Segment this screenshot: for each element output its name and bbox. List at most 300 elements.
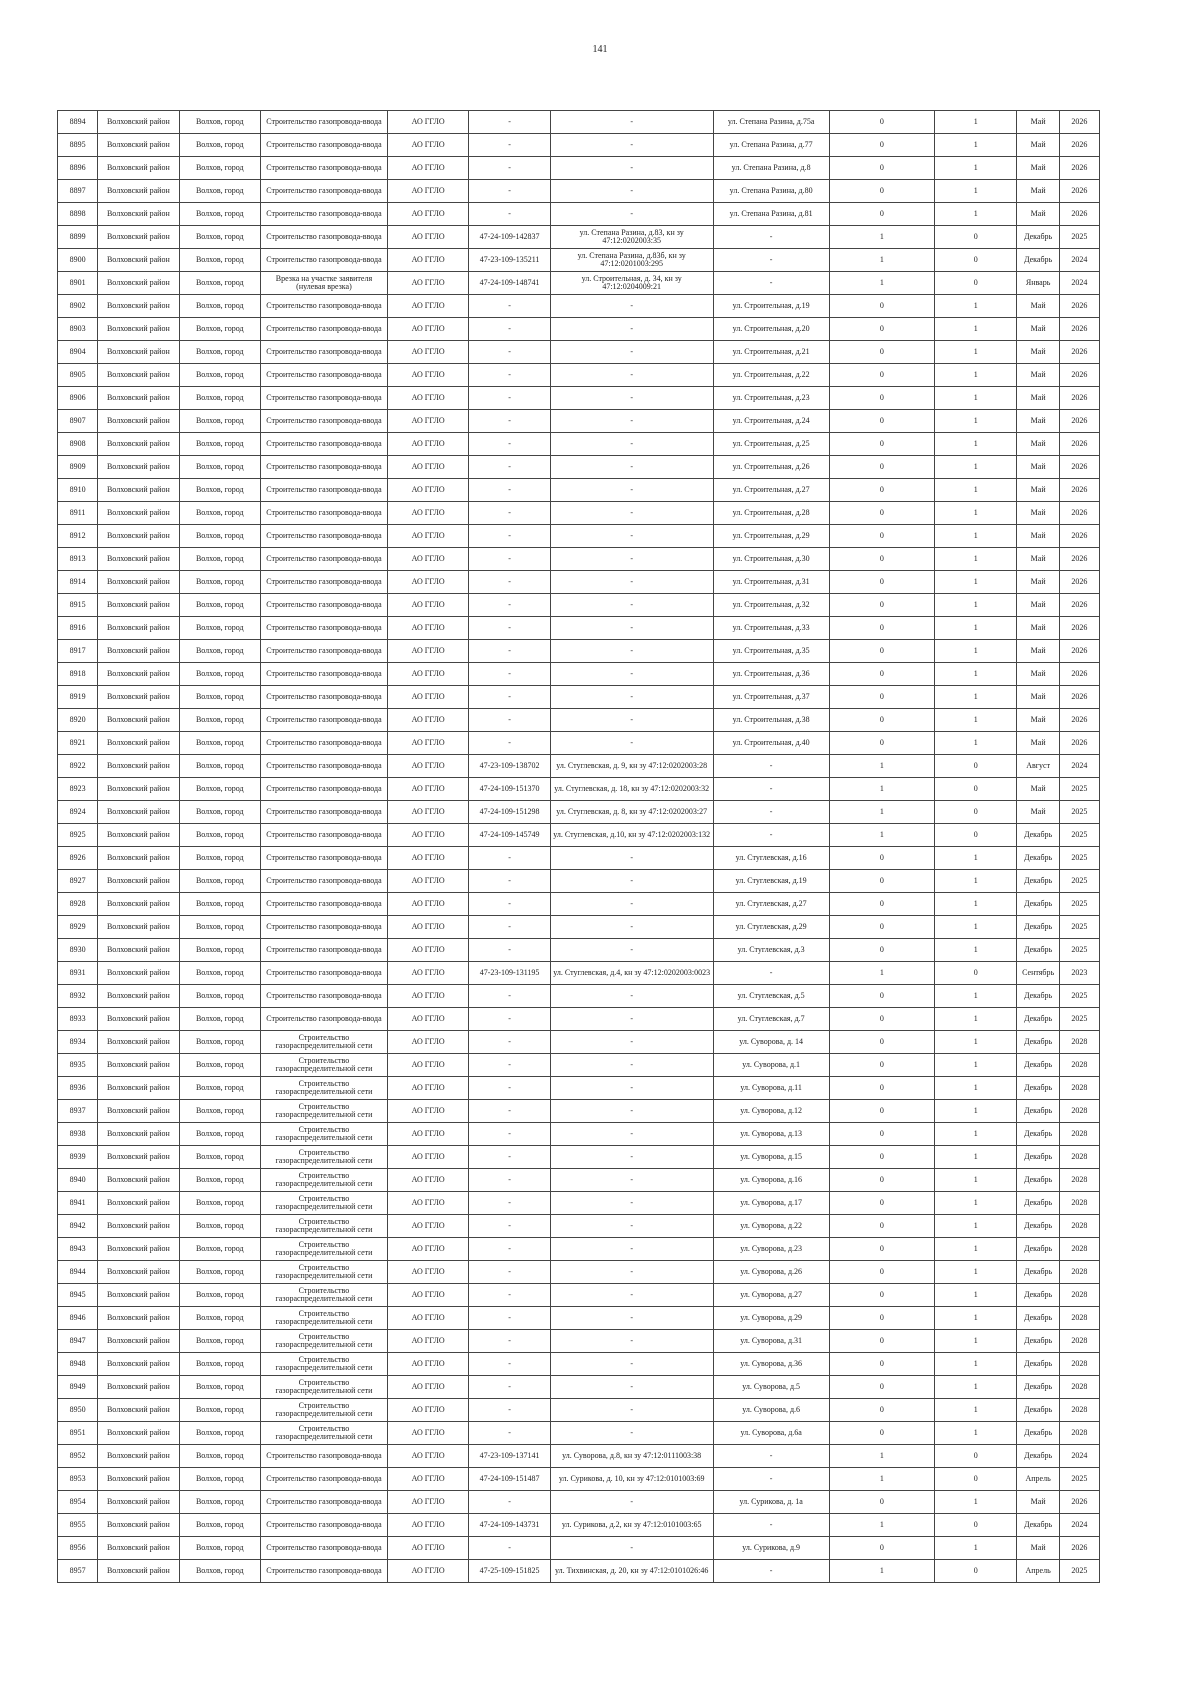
cell-count-a: 0 [829, 1284, 934, 1307]
cell-row-number: 8947 [58, 1330, 98, 1353]
cell-row-number: 8948 [58, 1353, 98, 1376]
cell-application-number: - [469, 387, 550, 410]
cell-application-number: - [469, 1077, 550, 1100]
cell-locality: Волхов, город [179, 1261, 260, 1284]
cell-row-number: 8944 [58, 1261, 98, 1284]
cell-locality: Волхов, город [179, 226, 260, 249]
cell-cadastral-address: - [550, 1537, 713, 1560]
cell-row-number: 8937 [58, 1100, 98, 1123]
cell-application-number: - [469, 1330, 550, 1353]
cell-count-a: 0 [829, 870, 934, 893]
cell-locality: Волхов, город [179, 1146, 260, 1169]
cell-count-b: 0 [934, 249, 1016, 272]
cell-count-b: 1 [934, 1054, 1016, 1077]
cell-locality: Волхов, город [179, 364, 260, 387]
cell-work-type: Строительство газораспределительной сети [260, 1100, 387, 1123]
cell-row-number: 8934 [58, 1031, 98, 1054]
cell-district: Волховский район [98, 249, 179, 272]
cell-count-b: 1 [934, 985, 1016, 1008]
cell-application-number: - [469, 870, 550, 893]
cell-district: Волховский район [98, 1261, 179, 1284]
cell-cadastral-address: - [550, 203, 713, 226]
cell-count-b: 0 [934, 801, 1016, 824]
cell-address: ул. Строительная, д.30 [713, 548, 829, 571]
cell-count-b: 1 [934, 1238, 1016, 1261]
cell-year: 2028 [1059, 1238, 1099, 1261]
cell-district: Волховский район [98, 824, 179, 847]
cell-row-number: 8956 [58, 1537, 98, 1560]
cell-organization: АО ГГЛО [387, 249, 468, 272]
cell-month: Декабрь [1017, 893, 1059, 916]
cell-cadastral-address: - [550, 479, 713, 502]
cell-organization: АО ГГЛО [387, 1284, 468, 1307]
cell-cadastral-address: - [550, 1100, 713, 1123]
cell-row-number: 8906 [58, 387, 98, 410]
cell-district: Волховский район [98, 502, 179, 525]
table-row [58, 548, 1100, 571]
cell-application-number: - [469, 916, 550, 939]
cell-row-number: 8926 [58, 847, 98, 870]
cell-count-a: 1 [829, 962, 934, 985]
cell-month: Май [1017, 134, 1059, 157]
cell-count-a: 1 [829, 226, 934, 249]
cell-year: 2026 [1059, 502, 1099, 525]
cell-row-number: 8922 [58, 755, 98, 778]
cell-cadastral-address: - [550, 939, 713, 962]
cell-district: Волховский район [98, 226, 179, 249]
cell-count-b: 0 [934, 226, 1016, 249]
table-row [58, 663, 1100, 686]
cell-address: - [713, 824, 829, 847]
cell-year: 2025 [1059, 1560, 1099, 1583]
cell-work-type: Строительство газораспределительной сети [260, 1146, 387, 1169]
cell-application-number: - [469, 1008, 550, 1031]
cell-year: 2028 [1059, 1307, 1099, 1330]
cell-month: Август [1017, 755, 1059, 778]
table-row [58, 1215, 1100, 1238]
cell-address: - [713, 962, 829, 985]
cell-row-number: 8927 [58, 870, 98, 893]
cell-row-number: 8940 [58, 1169, 98, 1192]
cell-cadastral-address: - [550, 364, 713, 387]
cell-organization: АО ГГЛО [387, 341, 468, 364]
cell-address: ул. Суворова, д.6 [713, 1399, 829, 1422]
table-row [58, 226, 1100, 249]
cell-address: ул. Стуглевская, д.5 [713, 985, 829, 1008]
cell-year: 2025 [1059, 893, 1099, 916]
cell-cadastral-address: - [550, 709, 713, 732]
cell-application-number: - [469, 1422, 550, 1445]
cell-work-type: Строительство газопровода-ввода [260, 893, 387, 916]
cell-organization: АО ГГЛО [387, 1560, 468, 1583]
cell-locality: Волхов, город [179, 1560, 260, 1583]
cell-work-type: Строительство газораспределительной сети [260, 1031, 387, 1054]
cell-address: ул. Суворова, д.27 [713, 1284, 829, 1307]
cell-address: ул. Суворова, д.12 [713, 1100, 829, 1123]
table-row [58, 364, 1100, 387]
table-row [58, 1031, 1100, 1054]
cell-cadastral-address: - [550, 1215, 713, 1238]
cell-count-b: 1 [934, 870, 1016, 893]
cell-year: 2026 [1059, 1537, 1099, 1560]
cell-organization: АО ГГЛО [387, 1376, 468, 1399]
cell-month: Декабрь [1017, 1284, 1059, 1307]
cell-application-number: 47-23-109-138702 [469, 755, 550, 778]
cell-application-number: - [469, 1261, 550, 1284]
cell-district: Волховский район [98, 939, 179, 962]
cell-application-number: - [469, 594, 550, 617]
cell-count-a: 0 [829, 1123, 934, 1146]
cell-cadastral-address: ул. Стуглевская, д.10, кн зу 47:12:0202003:132 [550, 824, 713, 847]
cell-district: Волховский район [98, 1008, 179, 1031]
table-row [58, 1330, 1100, 1353]
cell-row-number: 8932 [58, 985, 98, 1008]
cell-locality: Волхов, город [179, 479, 260, 502]
cell-address: ул. Суворова, д.13 [713, 1123, 829, 1146]
cell-count-b: 1 [934, 893, 1016, 916]
cell-organization: АО ГГЛО [387, 410, 468, 433]
cell-address: ул. Строительная, д.31 [713, 571, 829, 594]
cell-month: Декабрь [1017, 1307, 1059, 1330]
cell-cadastral-address: ул. Степана Разина, д.83б, кн зу 47:12:0201003:295 [550, 249, 713, 272]
cell-work-type: Строительство газопровода-ввода [260, 548, 387, 571]
cell-organization: АО ГГЛО [387, 709, 468, 732]
cell-year: 2025 [1059, 916, 1099, 939]
cell-organization: АО ГГЛО [387, 364, 468, 387]
cell-district: Волховский район [98, 318, 179, 341]
cell-count-a: 0 [829, 916, 934, 939]
cell-month: Май [1017, 732, 1059, 755]
cell-district: Волховский район [98, 1284, 179, 1307]
cell-cadastral-address: - [550, 893, 713, 916]
cell-count-b: 1 [934, 1077, 1016, 1100]
cell-application-number: - [469, 341, 550, 364]
cell-row-number: 8942 [58, 1215, 98, 1238]
cell-locality: Волхов, город [179, 640, 260, 663]
table-row [58, 1169, 1100, 1192]
cell-locality: Волхов, город [179, 1123, 260, 1146]
cell-cadastral-address: ул. Степана Разина, д.83, кн зу 47:12:0202003:35 [550, 226, 713, 249]
cell-count-a: 0 [829, 663, 934, 686]
cell-cadastral-address: - [550, 525, 713, 548]
cell-count-b: 1 [934, 1146, 1016, 1169]
cell-month: Декабрь [1017, 985, 1059, 1008]
cell-count-a: 0 [829, 985, 934, 1008]
cell-organization: АО ГГЛО [387, 1261, 468, 1284]
cell-district: Волховский район [98, 1192, 179, 1215]
cell-count-b: 1 [934, 617, 1016, 640]
cell-count-b: 1 [934, 180, 1016, 203]
cell-address: ул. Суворова, д. 14 [713, 1031, 829, 1054]
cell-cadastral-address: ул. Стуглевская, д. 8, кн зу 47:12:0202003:27 [550, 801, 713, 824]
cell-count-a: 1 [829, 801, 934, 824]
cell-application-number: - [469, 1031, 550, 1054]
cell-month: Май [1017, 778, 1059, 801]
cell-cadastral-address: - [550, 1376, 713, 1399]
cell-row-number: 8929 [58, 916, 98, 939]
cell-month: Апрель [1017, 1468, 1059, 1491]
cell-address: - [713, 755, 829, 778]
cell-row-number: 8938 [58, 1123, 98, 1146]
cell-row-number: 8945 [58, 1284, 98, 1307]
cell-count-b: 0 [934, 1560, 1016, 1583]
cell-count-b: 1 [934, 640, 1016, 663]
cell-district: Волховский район [98, 1077, 179, 1100]
cell-month: Май [1017, 479, 1059, 502]
cell-year: 2023 [1059, 962, 1099, 985]
table-row [58, 203, 1100, 226]
data-table [57, 110, 1100, 1583]
cell-address: ул. Суворова, д.31 [713, 1330, 829, 1353]
cell-locality: Волхов, город [179, 525, 260, 548]
cell-year: 2028 [1059, 1376, 1099, 1399]
cell-year: 2024 [1059, 1514, 1099, 1537]
cell-year: 2028 [1059, 1422, 1099, 1445]
cell-organization: АО ГГЛО [387, 1031, 468, 1054]
cell-count-b: 1 [934, 341, 1016, 364]
cell-application-number: - [469, 203, 550, 226]
cell-work-type: Строительство газораспределительной сети [260, 1192, 387, 1215]
cell-count-a: 0 [829, 1100, 934, 1123]
cell-application-number: - [469, 1376, 550, 1399]
cell-cadastral-address: - [550, 157, 713, 180]
cell-row-number: 8903 [58, 318, 98, 341]
cell-year: 2028 [1059, 1353, 1099, 1376]
cell-count-a: 0 [829, 1261, 934, 1284]
cell-locality: Волхов, город [179, 134, 260, 157]
cell-organization: АО ГГЛО [387, 1445, 468, 1468]
cell-organization: АО ГГЛО [387, 824, 468, 847]
table-row [58, 617, 1100, 640]
cell-district: Волховский район [98, 1330, 179, 1353]
cell-work-type: Строительство газопровода-ввода [260, 341, 387, 364]
cell-work-type: Строительство газораспределительной сети [260, 1307, 387, 1330]
cell-application-number: 47-23-109-137141 [469, 1445, 550, 1468]
cell-row-number: 8908 [58, 433, 98, 456]
cell-count-a: 0 [829, 525, 934, 548]
cell-locality: Волхов, город [179, 1422, 260, 1445]
cell-cadastral-address: - [550, 1123, 713, 1146]
cell-locality: Волхов, город [179, 1514, 260, 1537]
cell-address: ул. Стуглевская, д.7 [713, 1008, 829, 1031]
cell-organization: АО ГГЛО [387, 548, 468, 571]
cell-month: Декабрь [1017, 1376, 1059, 1399]
cell-cadastral-address: - [550, 1169, 713, 1192]
cell-application-number: - [469, 1399, 550, 1422]
cell-month: Май [1017, 410, 1059, 433]
cell-work-type: Строительство газопровода-ввода [260, 180, 387, 203]
cell-count-a: 0 [829, 203, 934, 226]
cell-month: Декабрь [1017, 1169, 1059, 1192]
cell-cadastral-address: - [550, 502, 713, 525]
cell-month: Декабрь [1017, 847, 1059, 870]
cell-year: 2026 [1059, 594, 1099, 617]
cell-locality: Волхов, город [179, 1353, 260, 1376]
cell-district: Волховский район [98, 778, 179, 801]
cell-work-type: Строительство газораспределительной сети [260, 1353, 387, 1376]
table-row [58, 387, 1100, 410]
cell-count-b: 1 [934, 134, 1016, 157]
cell-month: Декабрь [1017, 1031, 1059, 1054]
cell-district: Волховский район [98, 479, 179, 502]
cell-cadastral-address: - [550, 134, 713, 157]
table-row [58, 456, 1100, 479]
cell-address: ул. Суворова, д.16 [713, 1169, 829, 1192]
cell-month: Май [1017, 387, 1059, 410]
cell-address: ул. Строительная, д.38 [713, 709, 829, 732]
cell-organization: АО ГГЛО [387, 571, 468, 594]
cell-cadastral-address: - [550, 916, 713, 939]
cell-work-type: Строительство газопровода-ввода [260, 916, 387, 939]
cell-application-number: - [469, 571, 550, 594]
cell-count-a: 0 [829, 1077, 934, 1100]
cell-count-a: 0 [829, 364, 934, 387]
cell-year: 2028 [1059, 1192, 1099, 1215]
cell-count-b: 1 [934, 433, 1016, 456]
cell-row-number: 8924 [58, 801, 98, 824]
cell-cadastral-address: - [550, 1077, 713, 1100]
cell-address: ул. Степана Разина, д.81 [713, 203, 829, 226]
cell-address: ул. Строительная, д.37 [713, 686, 829, 709]
cell-year: 2026 [1059, 617, 1099, 640]
cell-locality: Волхов, город [179, 939, 260, 962]
cell-row-number: 8921 [58, 732, 98, 755]
cell-organization: АО ГГЛО [387, 180, 468, 203]
cell-cadastral-address: - [550, 617, 713, 640]
cell-year: 2028 [1059, 1284, 1099, 1307]
cell-organization: АО ГГЛО [387, 686, 468, 709]
cell-locality: Волхов, город [179, 502, 260, 525]
cell-count-b: 1 [934, 1307, 1016, 1330]
cell-locality: Волхов, город [179, 1376, 260, 1399]
table-row [58, 1537, 1100, 1560]
cell-organization: АО ГГЛО [387, 640, 468, 663]
cell-count-b: 1 [934, 1537, 1016, 1560]
cell-year: 2025 [1059, 1468, 1099, 1491]
cell-month: Апрель [1017, 1560, 1059, 1583]
cell-row-number: 8935 [58, 1054, 98, 1077]
cell-row-number: 8902 [58, 295, 98, 318]
cell-district: Волховский район [98, 1307, 179, 1330]
cell-count-b: 1 [934, 847, 1016, 870]
cell-work-type: Строительство газопровода-ввода [260, 962, 387, 985]
cell-application-number: - [469, 1054, 550, 1077]
cell-count-a: 1 [829, 272, 934, 295]
cell-count-a: 0 [829, 1146, 934, 1169]
cell-district: Волховский район [98, 433, 179, 456]
cell-year: 2028 [1059, 1031, 1099, 1054]
cell-locality: Волхов, город [179, 916, 260, 939]
cell-year: 2028 [1059, 1054, 1099, 1077]
cell-cadastral-address: ул. Стуглевская, д. 18, кн зу 47:12:0202003:32 [550, 778, 713, 801]
cell-month: Май [1017, 686, 1059, 709]
cell-count-a: 0 [829, 111, 934, 134]
cell-count-b: 1 [934, 663, 1016, 686]
cell-count-b: 1 [934, 525, 1016, 548]
cell-count-a: 0 [829, 640, 934, 663]
cell-count-a: 1 [829, 1468, 934, 1491]
cell-count-b: 1 [934, 502, 1016, 525]
cell-count-a: 0 [829, 1399, 934, 1422]
cell-month: Май [1017, 709, 1059, 732]
cell-row-number: 8916 [58, 617, 98, 640]
cell-locality: Волхов, город [179, 1491, 260, 1514]
cell-year: 2026 [1059, 180, 1099, 203]
cell-locality: Волхов, город [179, 962, 260, 985]
cell-address: ул. Суворова, д.11 [713, 1077, 829, 1100]
cell-address: ул. Степана Разина, д.77 [713, 134, 829, 157]
cell-organization: АО ГГЛО [387, 433, 468, 456]
table-row [58, 778, 1100, 801]
cell-locality: Волхов, город [179, 1215, 260, 1238]
cell-row-number: 8955 [58, 1514, 98, 1537]
cell-cadastral-address: - [550, 847, 713, 870]
cell-district: Волховский район [98, 1376, 179, 1399]
cell-count-a: 0 [829, 295, 934, 318]
cell-month: Май [1017, 111, 1059, 134]
cell-cadastral-address: - [550, 456, 713, 479]
cell-year: 2026 [1059, 548, 1099, 571]
cell-district: Волховский район [98, 1399, 179, 1422]
cell-count-a: 0 [829, 1054, 934, 1077]
table-row [58, 1376, 1100, 1399]
cell-month: Май [1017, 295, 1059, 318]
cell-month: Май [1017, 502, 1059, 525]
cell-locality: Волхов, город [179, 249, 260, 272]
cell-cadastral-address: ул. Тихвинская, д. 20, кн зу 47:12:0101026:46 [550, 1560, 713, 1583]
cell-work-type: Строительство газопровода-ввода [260, 364, 387, 387]
cell-row-number: 8930 [58, 939, 98, 962]
cell-month: Май [1017, 594, 1059, 617]
cell-work-type: Строительство газопровода-ввода [260, 663, 387, 686]
cell-address: ул. Суворова, д.36 [713, 1353, 829, 1376]
cell-work-type: Строительство газопровода-ввода [260, 387, 387, 410]
cell-district: Волховский район [98, 203, 179, 226]
cell-address: ул. Строительная, д.24 [713, 410, 829, 433]
cell-row-number: 8953 [58, 1468, 98, 1491]
cell-address: - [713, 1445, 829, 1468]
cell-work-type: Строительство газопровода-ввода [260, 525, 387, 548]
cell-locality: Волхов, город [179, 1169, 260, 1192]
table-row [58, 1054, 1100, 1077]
cell-address: ул. Суворова, д.26 [713, 1261, 829, 1284]
cell-locality: Волхов, город [179, 318, 260, 341]
cell-work-type: Строительство газопровода-ввода [260, 226, 387, 249]
cell-year: 2026 [1059, 1491, 1099, 1514]
cell-month: Май [1017, 801, 1059, 824]
cell-application-number: - [469, 1284, 550, 1307]
cell-locality: Волхов, город [179, 1284, 260, 1307]
table-row [58, 985, 1100, 1008]
cell-month: Май [1017, 456, 1059, 479]
cell-district: Волховский район [98, 1100, 179, 1123]
table-row [58, 180, 1100, 203]
cell-cadastral-address: ул. Сурикова, д.2, кн зу 47:12:0101003:65 [550, 1514, 713, 1537]
cell-work-type: Строительство газопровода-ввода [260, 1445, 387, 1468]
cell-year: 2026 [1059, 571, 1099, 594]
cell-row-number: 8898 [58, 203, 98, 226]
cell-count-a: 0 [829, 1215, 934, 1238]
table-row [58, 732, 1100, 755]
cell-year: 2026 [1059, 111, 1099, 134]
cell-work-type: Строительство газопровода-ввода [260, 778, 387, 801]
cell-application-number: - [469, 985, 550, 1008]
cell-work-type: Строительство газопровода-ввода [260, 709, 387, 732]
cell-locality: Волхов, город [179, 755, 260, 778]
table-row [58, 1560, 1100, 1583]
cell-cadastral-address: ул. Стуглевская, д. 9, кн зу 47:12:0202003:28 [550, 755, 713, 778]
cell-organization: АО ГГЛО [387, 893, 468, 916]
